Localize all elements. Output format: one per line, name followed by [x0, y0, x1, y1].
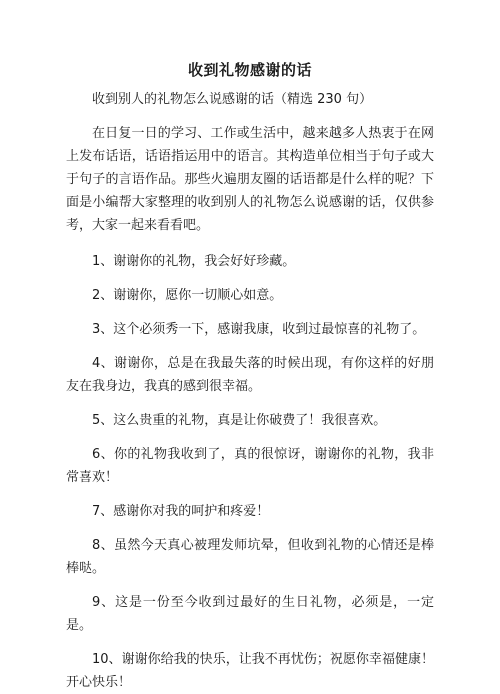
- list-item: 6、你的礼物我收到了，真的很惊讶，谢谢你的礼物，我非常喜欢！: [66, 447, 434, 485]
- list-item: 5、这么贵重的礼物，真是让你破费了！我很喜欢。: [92, 413, 387, 428]
- document-title: 收到礼物感谢的话: [187, 61, 312, 79]
- list-item: 7、感谢你对我的呵护和疼爱！: [92, 504, 270, 519]
- list-item: 8、虽然今天真心被理发师坑晕，但收到礼物的心情还是棒棒哒。: [66, 538, 434, 576]
- list-item: 4、谢谢你，总是在我最失落的时候出现，有你这样的好朋友在我身边，我真的感到很幸福。: [66, 356, 434, 394]
- intro-paragraph: 在日复一日的学习、工作或生活中，越来越多人热衷于在网上发布话语，话语指运用中的语言。其构造单位相当于句子或大于句子的言语作品。那些火遍朋友圈的话语都是什么样的呢？下面是小编帮大家整理的收到别人的礼物怎么说感谢的话，仅供参考，大家一起来看看吧。: [66, 126, 434, 233]
- list-item: 2、谢谢你，愿你一切顺心如意。: [92, 288, 283, 303]
- document-subtitle: 收到别人的礼物怎么说感谢的话（精选 230 句）: [92, 92, 373, 107]
- list-item: 3、这个必须秀一下，感谢我康，收到过最惊喜的礼物了。: [92, 322, 426, 337]
- list-item: 9、这是一份至今收到过最好的生日礼物，必须是，一定是。: [66, 595, 434, 633]
- list-item: 1、谢谢你的礼物，我会好好珍藏。: [92, 254, 296, 269]
- list-item: 10、谢谢你给我的快乐，让我不再忧伤；祝愿你幸福健康！开心快乐！: [66, 652, 434, 690]
